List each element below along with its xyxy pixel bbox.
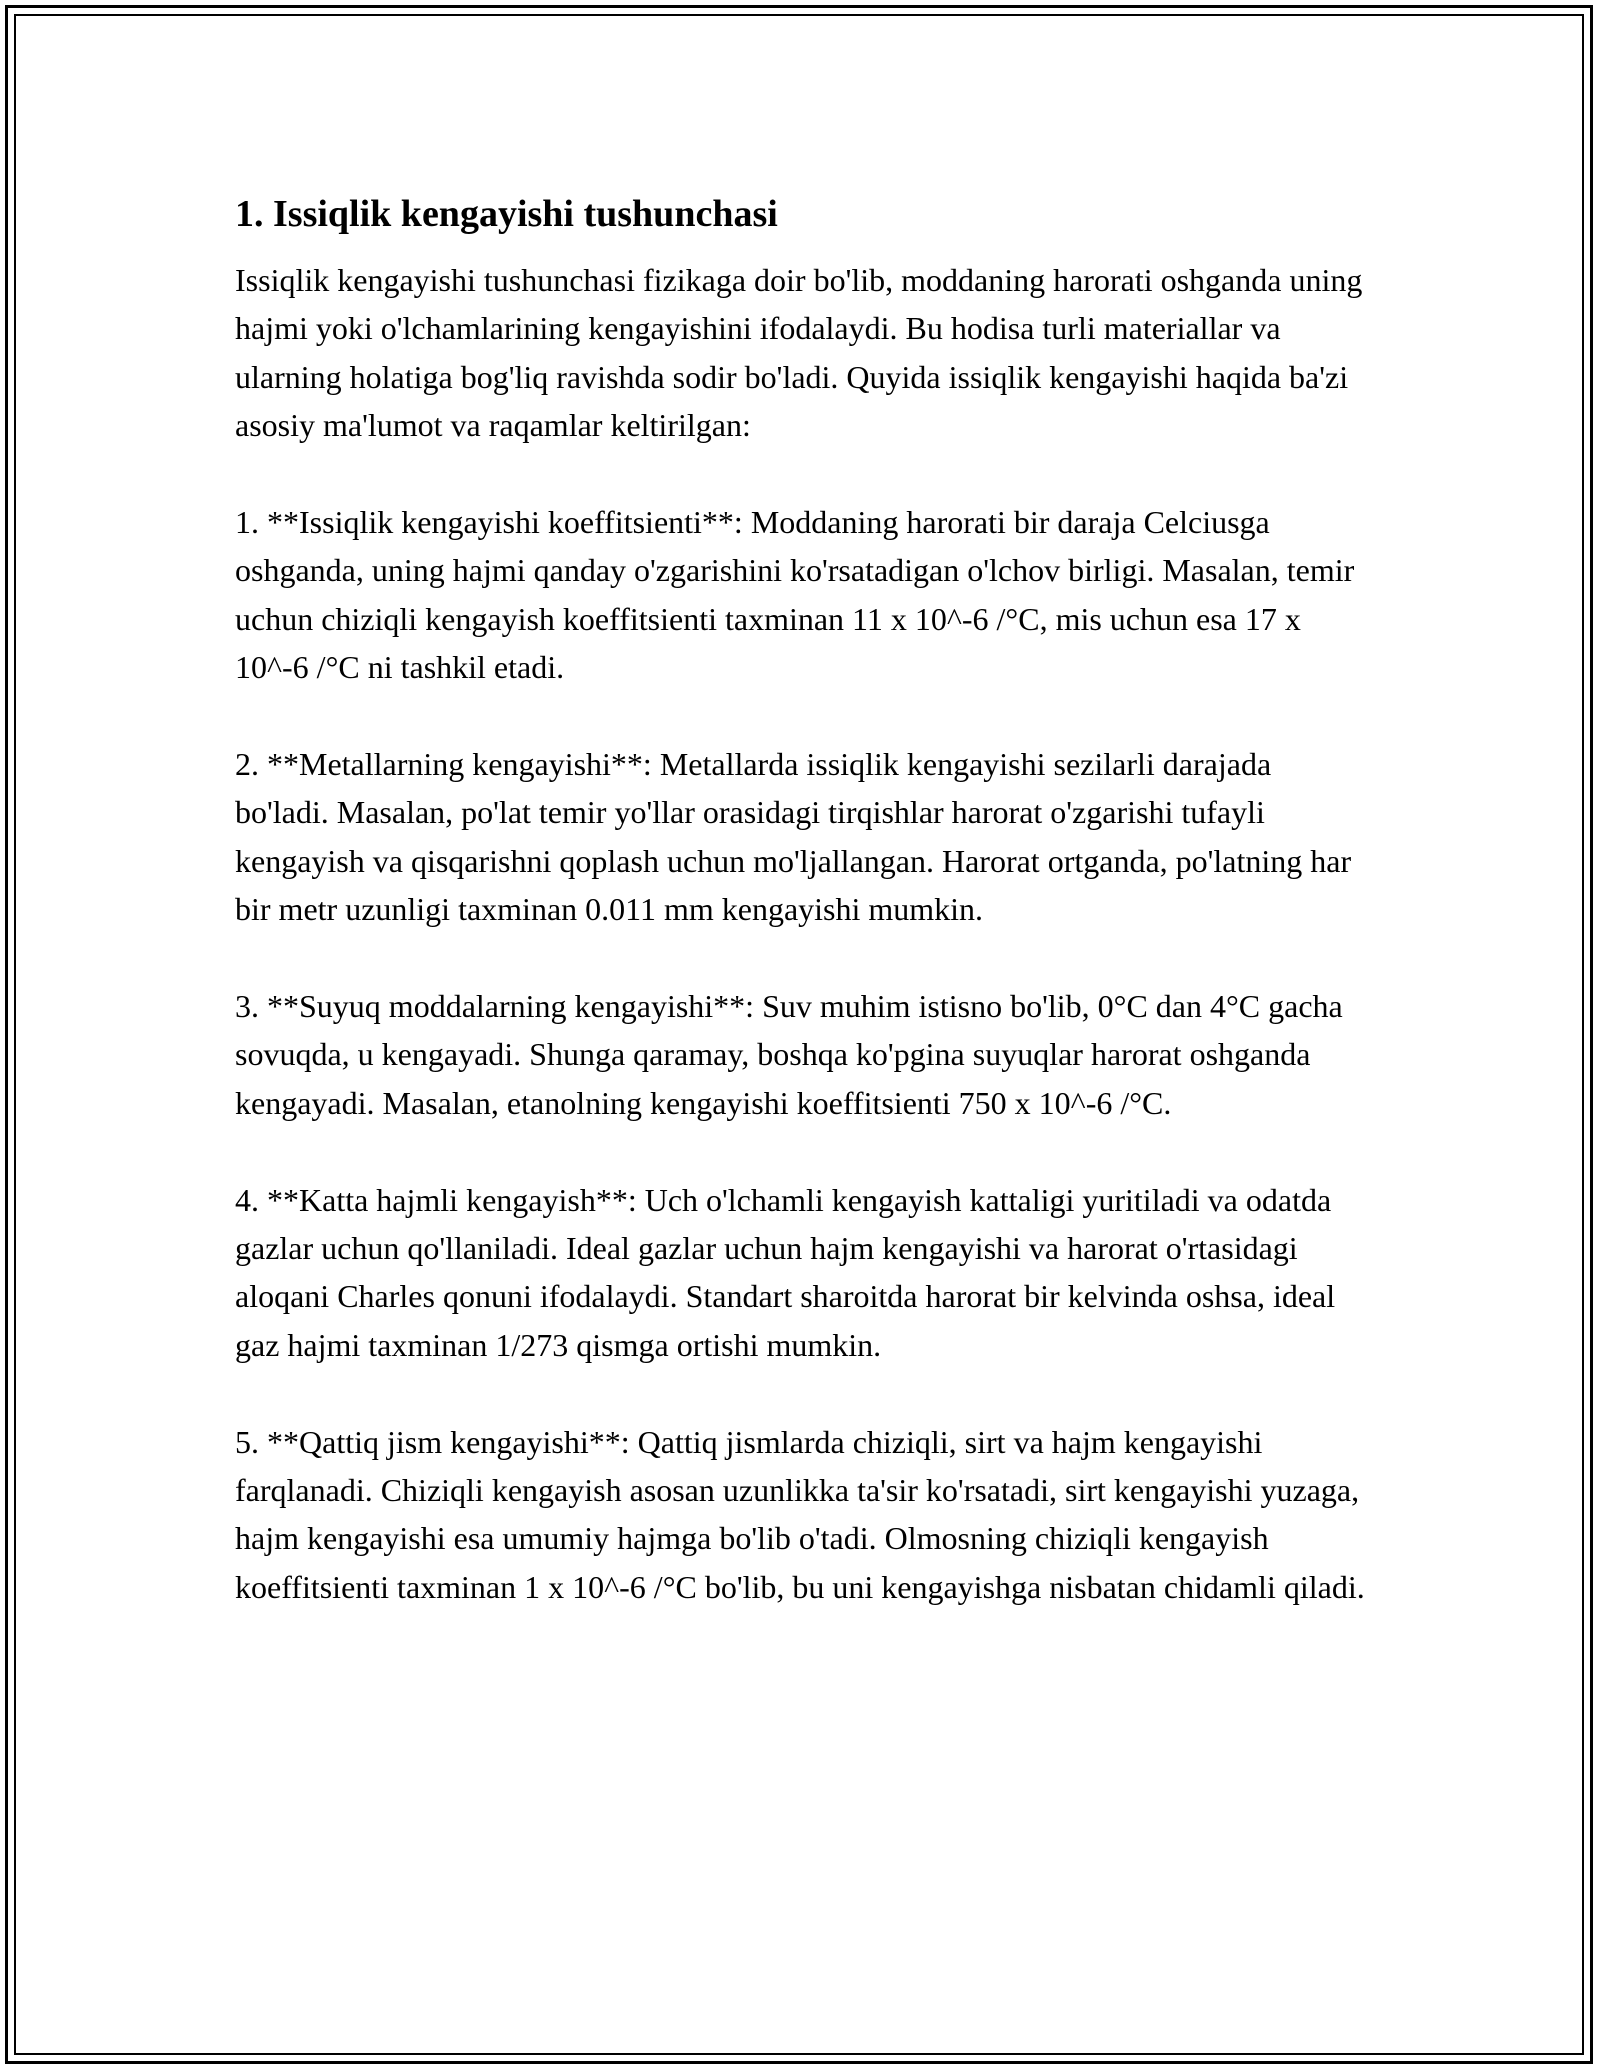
list-item-liquid-expansion: 3. **Suyuq moddalarning kengayishi**: Suv muhim istisno bo'lib, 0°C dan 4°C gacha sovuqda, u kengayadi. Shunga qaramay, boshqa ko'pgina suyuqlar harorat oshganda kengayadi. Masalan, etanolning kengayishi koeffitsienti 750 x 10^-6 /°C.: [235, 988, 1343, 1121]
list-item-expansion-coefficient: 1. **Issiqlik kengayishi koeffitsienti**: Moddaning harorati bir daraja Celciusga oshganda, uning hajmi qanday o'zgarishini ko'rsatadigan o'lchov birligi. Masalan, temir uchun chiziqli kengayish koeffitsienti taxminan 11 x 10^-6 /°C, mis uchun esa 17 x 10^-6 /°C ni tashkil etadi.: [235, 504, 1355, 686]
list-item-volume-expansion: 4. **Katta hajmli kengayish**: Uch o'lchamli kengayish kattaligi yuritiladi va odatda gazlar uchun qo'llaniladi. Ideal gazlar uchun hajm kengayishi va harorat o'rtasidagi aloqani Charles qonuni ifodalaydi. Standart sharoitda harorat bir kelvinda oshsa, ideal gaz hajmi taxminan 1/273 qismga ortishi mumkin.: [235, 1181, 1336, 1363]
list-item-solid-expansion: 5. **Qattiq jism kengayishi**: Qattiq jismlarda chiziqli, sirt va hajm kengayishi farqlanadi. Chiziqli kengayish asosan uzunlikka ta'sir ko'rsatadi, sirt kengayishi yuzaga, hajm kengayishi esa umumiy hajmga bo'lib o'tadi. Olmosning chiziqli kengayish koeffitsienti taxminan 1 x 10^-6 /°C bo'lib, bu uni kengayishga nisbatan chidamli qiladi.: [235, 1423, 1365, 1605]
section-heading: 1. Issiqlik kengayishi tushunchasi: [235, 193, 778, 235]
list-item-metal-expansion: 2. **Metallarning kengayishi**: Metallarda issiqlik kengayishi sezilarli darajada bo'ladi. Masalan, po'lat temir yo'llar orasidagi tirqishlar harorat o'zgarishi tufayli kengayish va qisqarishni qoplash uchun mo'ljallangan. Harorat ortganda, po'latning har bir metr uzunligi taxminan 0.011 mm kengayishi mumkin.: [235, 746, 1352, 928]
intro-paragraph: Issiqlik kengayishi tushunchasi fizikaga doir bo'lib, moddaning harorati oshganda uning hajmi yoki o'lchamlarining kengayishini ifodalaydi. Bu hodisa turli materiallar va ularning holatiga bog'liq ravishda sodir bo'ladi. Quyida issiqlik kengayishi haqida ba'zi asosiy ma'lumot va raqamlar keltirilgan:: [235, 262, 1363, 444]
document-body: [235, 188, 1365, 1660]
